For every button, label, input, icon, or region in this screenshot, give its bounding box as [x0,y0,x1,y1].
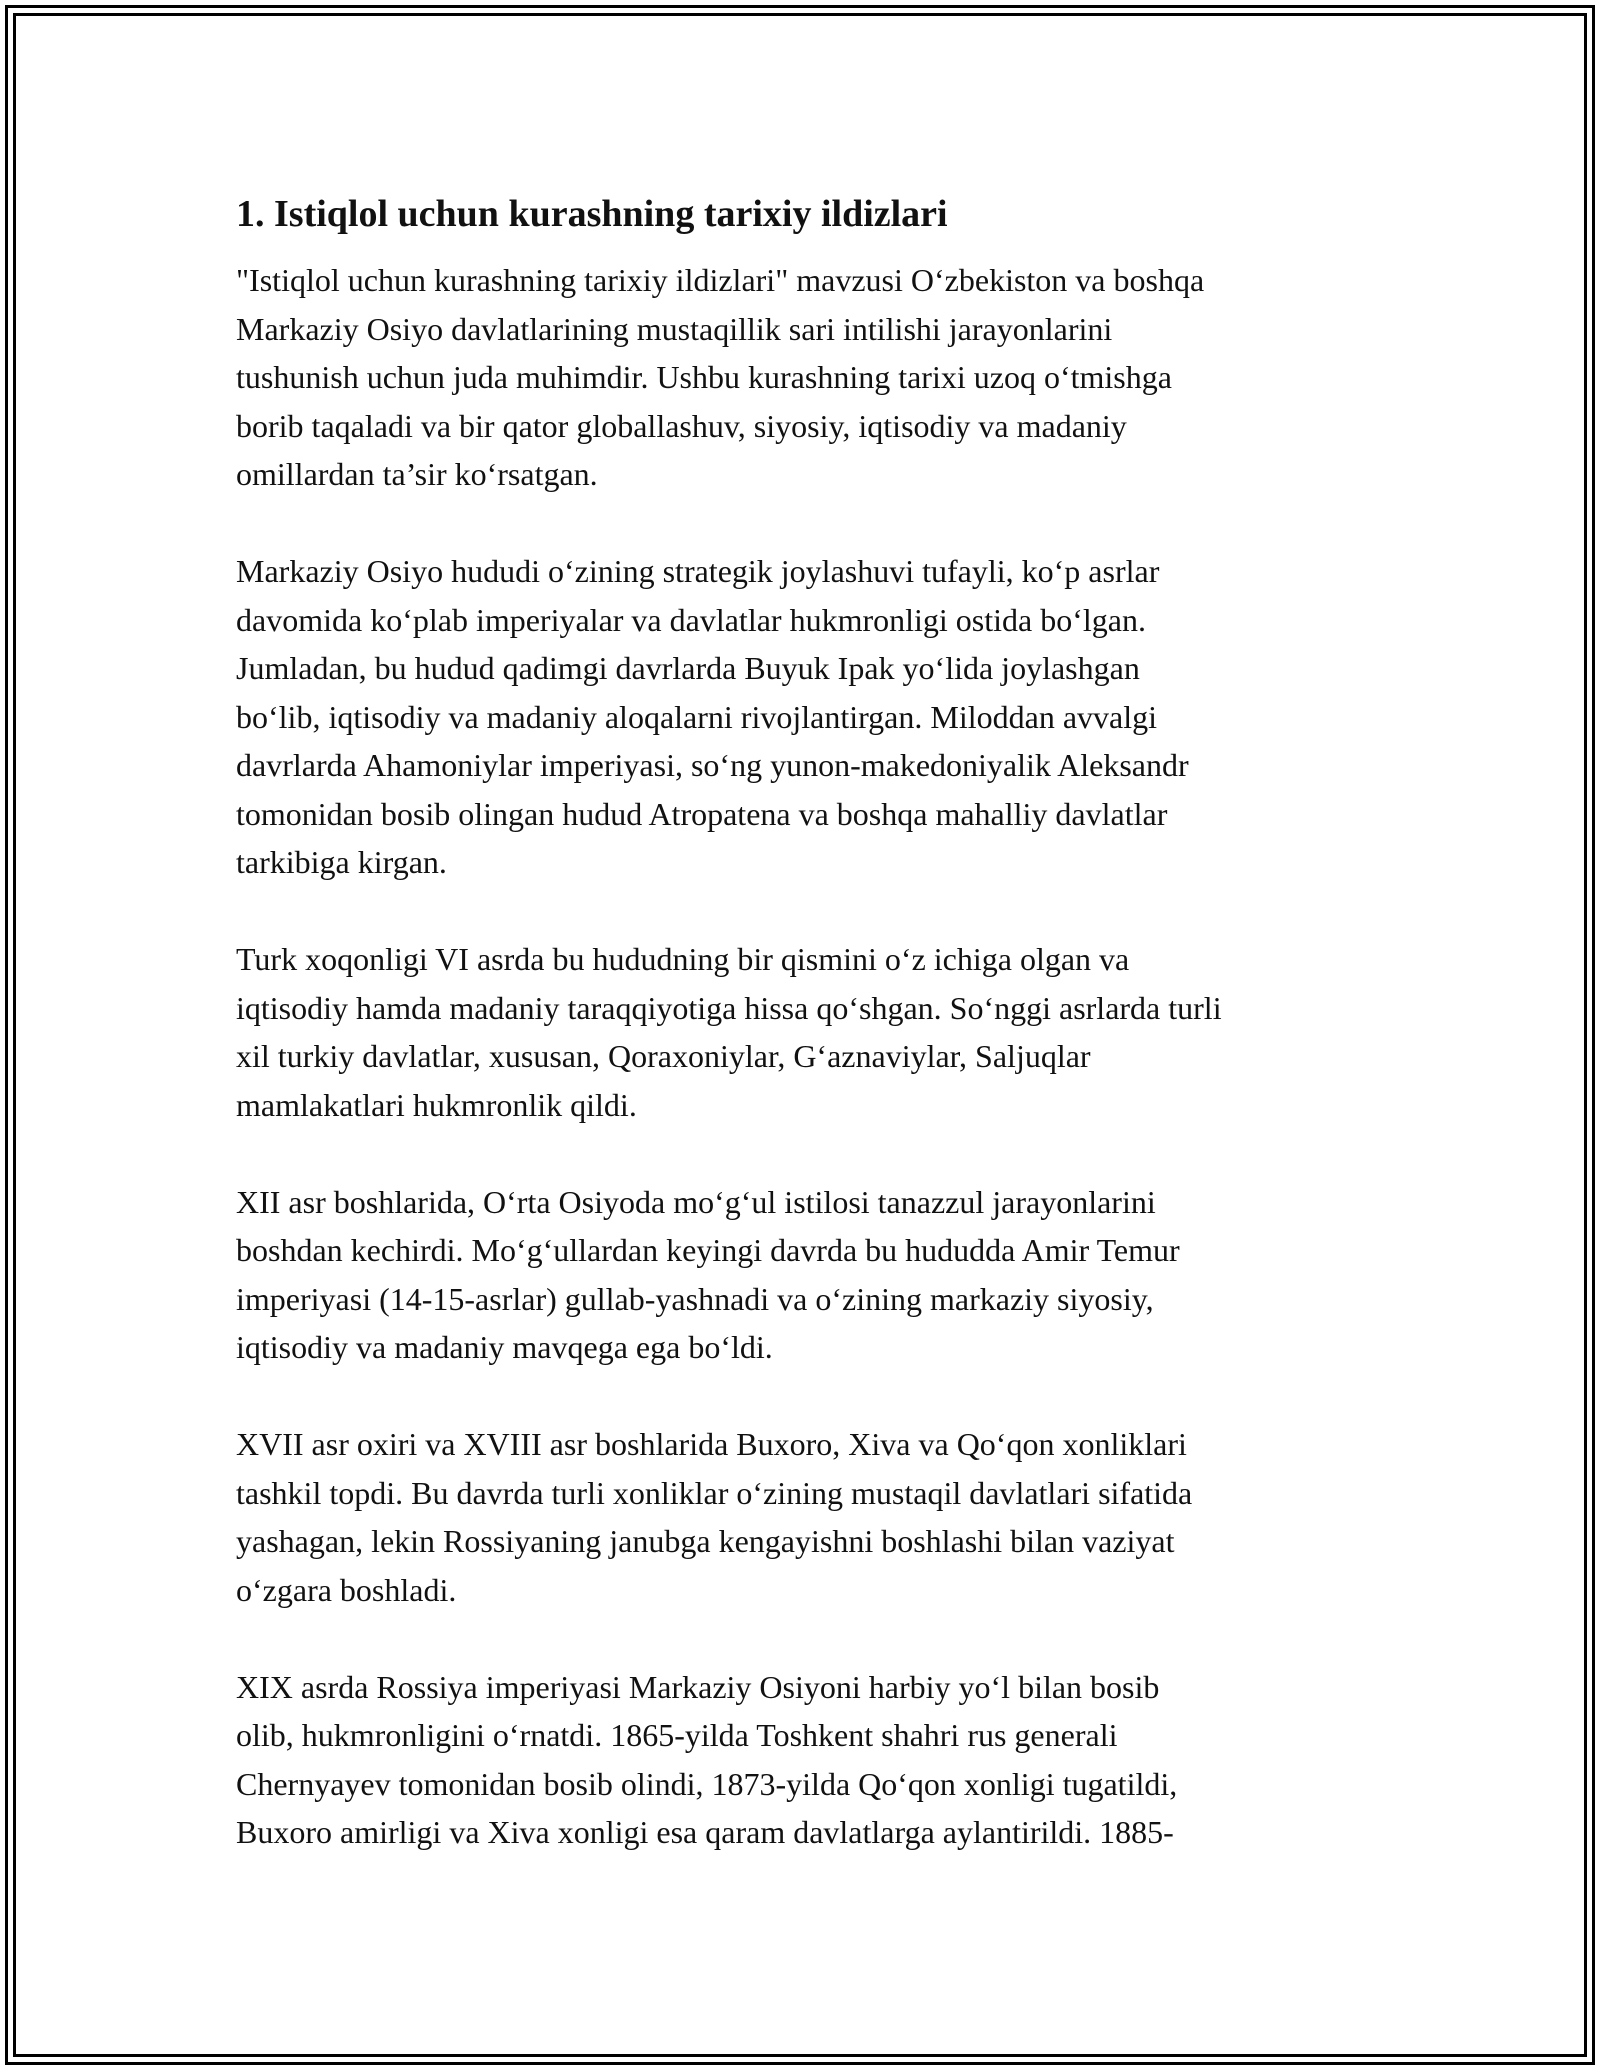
paragraph-intro [236,256,1366,499]
paragraph-line: olib, hukmronligini o‘rnatdi. 1865-yilda Toshkent shahri rus generali [236,1717,1118,1753]
paragraph-line: iqtisodiy va madaniy mavqega ega bo‘ldi. [236,1329,773,1365]
paragraph-line: iqtisodiy hamda madaniy taraqqiyotiga hissa qo‘shgan. So‘nggi asrlarda turli [236,989,1222,1026]
document-content [236,188,1366,1905]
paragraph-khanates [236,1420,1366,1614]
paragraph-line: davrlarda Ahamoniylar imperiyasi, so‘ng yunon-makedoniyalik Aleksandr [236,747,1189,783]
paragraph-line: borib taqaladi va bir qator globallashuv, siyosiy, iqtisodiy va madaniy [236,407,1127,444]
paragraph-line: XVII asr oxiri va XVIII asr boshlarida Buxoro, Xiva va Qo‘qon xonliklari [236,1426,1187,1462]
paragraph-central-asia [236,547,1366,887]
paragraph-line: Turk xoqonligi VI asrda bu hududning bir qismini o‘z ichiga olgan va [236,941,1130,977]
paragraph-line: XIX asrda Rossiya imperiyasi Markaziy Osiyoni harbiy yo‘l bilan bosib [236,1668,1160,1705]
paragraph-line: boshdan kechirdi. Mo‘g‘ullardan keyingi davrda bu hududda Amir Temur [236,1232,1180,1268]
paragraph-mongol-timur [236,1178,1366,1372]
paragraph-line: "Istiqlol uchun kurashning tarixiy ildizlari" mavzusi O‘zbekiston va boshqa [236,262,1205,298]
paragraph-line: xil turkiy davlatlar, xususan, Qoraxoniylar, G‘aznaviylar, Saljuqlar [236,1038,1091,1074]
paragraph-line: imperiyasi (14-15-asrlar) gullab-yashnadi va o‘zining markaziy siyosiy, [236,1280,1154,1317]
paragraph-line: Markaziy Osiyo davlatlarining mustaqillik sari intilishi jarayonlarini [236,310,1113,347]
paragraph-line: mamlakatlari hukmronlik qildi. [236,1086,637,1123]
paragraph-line: omillardan ta’sir ko‘rsatgan. [236,456,598,492]
paragraph-turkic-khaganate [236,935,1366,1129]
paragraph-line: davomida ko‘plab imperiyalar va davlatlar hukmronligi ostida bo‘lgan. [236,601,1146,638]
paragraph-line: Jumladan, bu hudud qadimgi davrlarda Buyuk Ipak yo‘lida joylashgan [236,650,1140,686]
paragraph-line: tushunish uchun juda muhimdir. Ushbu kurashning tarixi uzoq o‘tmishga [236,359,1172,395]
paragraph-line: o‘zgara boshladi. [236,1571,457,1608]
paragraph-line: tashkil topdi. Bu davrda turli xonliklar o‘zining mustaqil davlatlari sifatida [236,1474,1193,1511]
paragraph-line: Chernyayev tomonidan bosib olindi, 1873-yilda Qo‘qon xonligi tugatildi, [236,1765,1178,1802]
paragraph-line: XII asr boshlarida, O‘rta Osiyoda mo‘g‘ul istilosi tanazzul jarayonlarini [236,1183,1156,1220]
paragraph-line: bo‘lib, iqtisodiy va madaniy aloqalarni rivojlantirgan. Miloddan avvalgi [236,698,1157,735]
paragraph-line: Buxoro amirligi va Xiva xonligi esa qaram davlatlarga aylantirildi. 1885- [236,1814,1174,1850]
paragraph-line: yashagan, lekin Rossiyaning janubga kengayishni boshlashi bilan vaziyat [236,1523,1175,1559]
paragraph-russian-empire [236,1663,1366,1857]
section-heading: 1. Istiqlol uchun kurashning tarixiy ildizlari [236,193,948,235]
paragraph-line: tarkibiga kirgan. [236,844,447,880]
paragraph-line: tomonidan bosib olingan hudud Atropatena va boshqa mahalliy davlatlar [236,795,1168,832]
paragraph-line: Markaziy Osiyo hududi o‘zining strategik joylashuvi tufayli, ko‘p asrlar [236,553,1160,589]
